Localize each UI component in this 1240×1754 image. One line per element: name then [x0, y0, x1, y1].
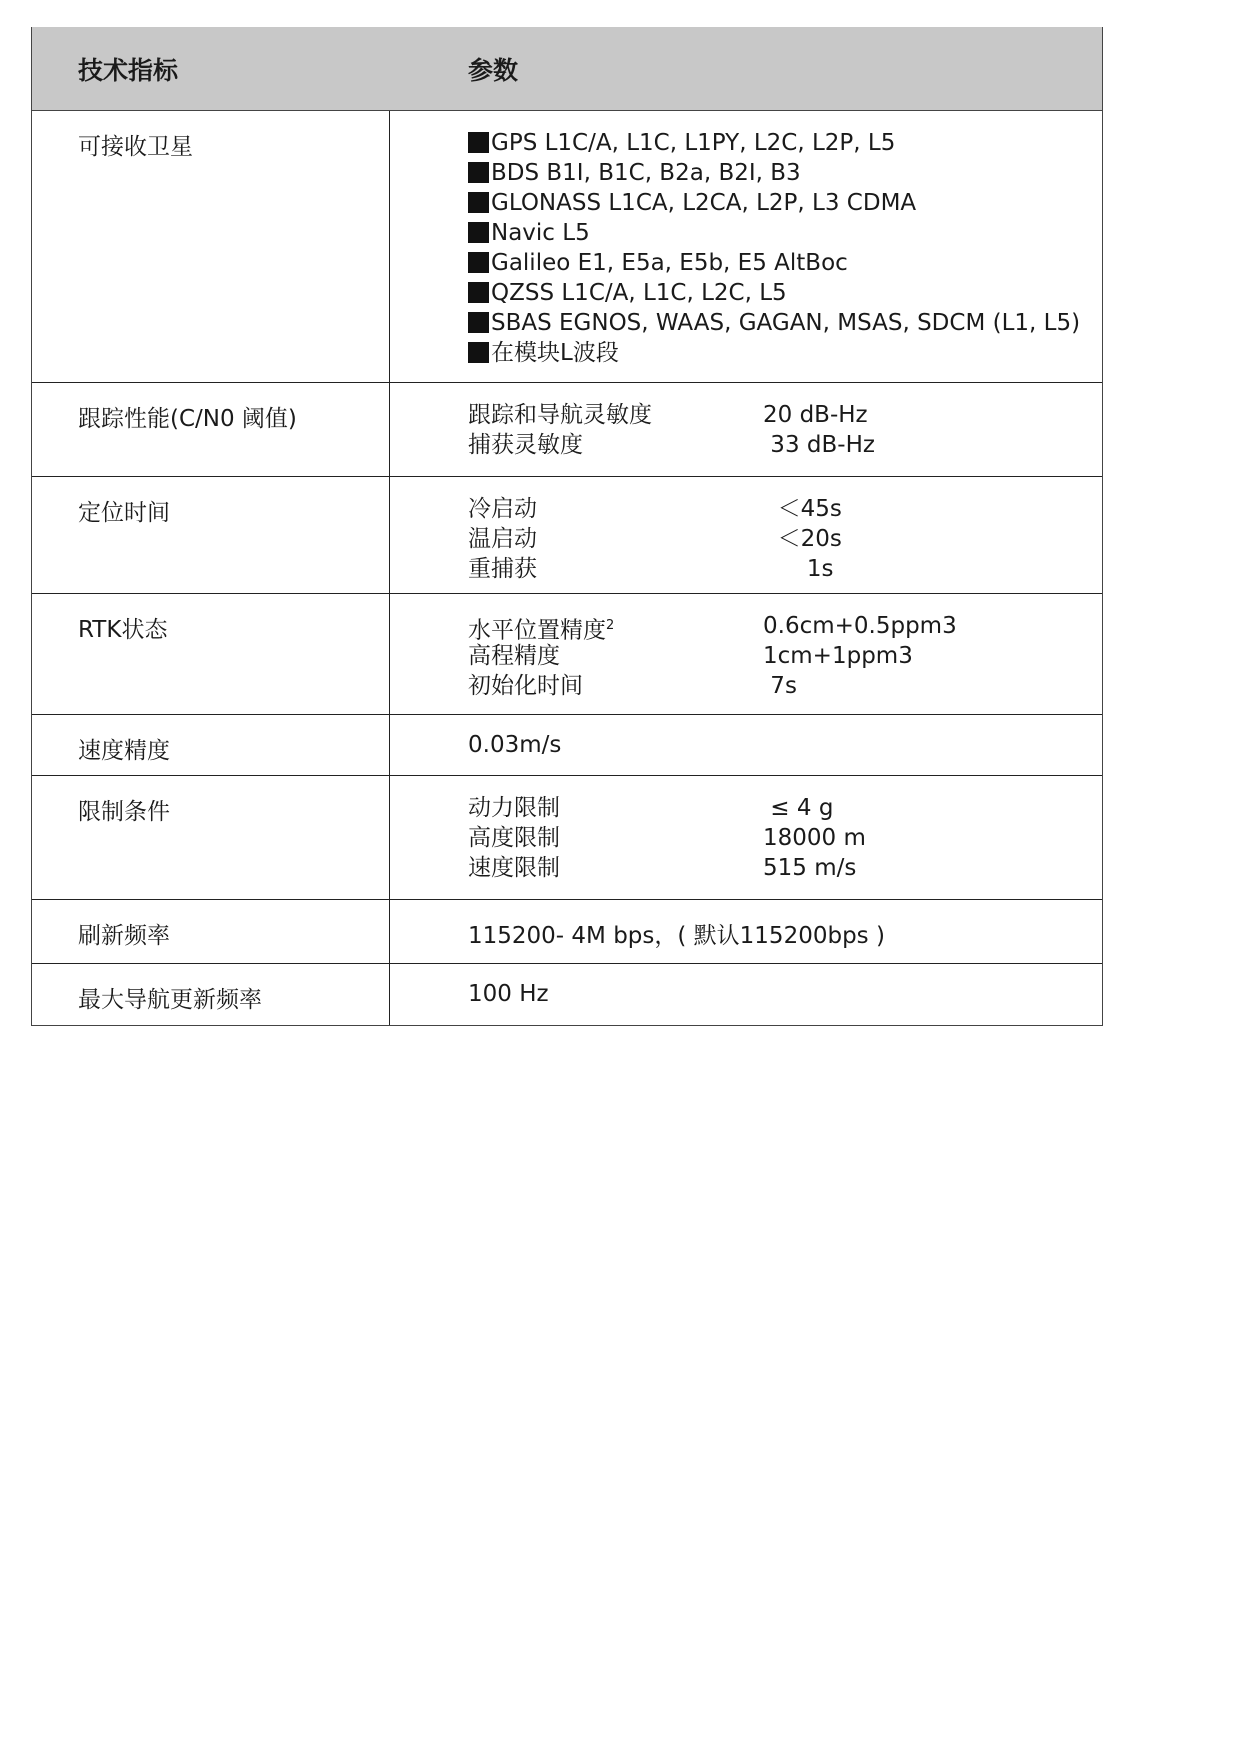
param-line: 初始化时间 7s	[468, 673, 797, 699]
row-label: 可接收卫星	[32, 111, 390, 382]
param-line: 冷启动 ＜45s	[468, 496, 842, 522]
param-line: 速度限制 515 m/s	[468, 855, 857, 881]
square-bullet-icon	[468, 312, 489, 333]
param-line: 温启动 ＜20s	[468, 526, 842, 552]
square-bullet-icon	[468, 162, 489, 183]
table-row-satellites	[32, 111, 1102, 383]
table-row-refresh	[32, 900, 1102, 964]
square-bullet-icon	[468, 342, 489, 363]
list-item: 在模块L波段	[468, 338, 1102, 368]
table-row-limits	[32, 776, 1102, 900]
row-label: 刷新频率	[32, 900, 390, 963]
param-line: 重捕获 1s	[468, 556, 834, 582]
list-item: Galileo E1, E5a, E5b, E5 AltBoc	[468, 248, 1102, 278]
list-item: QZSS L1C/A, L1C, L2C, L5	[468, 278, 1102, 308]
list-item: BDS B1I, B1C, B2a, B2I, B3	[468, 158, 1102, 188]
param-line: 动力限制 ≤ 4 g	[468, 795, 834, 821]
row-label: 跟踪性能(C/N0 阈值)	[32, 383, 390, 476]
square-bullet-icon	[468, 252, 489, 273]
param-line: 跟踪和导航灵敏度 20 dB-Hz	[468, 402, 868, 428]
list-item: Navic L5	[468, 218, 1102, 248]
header-param: 参数	[468, 55, 519, 85]
table-header	[32, 27, 1102, 111]
row-value: 100 Hz	[468, 981, 549, 1007]
satellite-list	[390, 111, 1102, 382]
row-label: 限制条件	[32, 776, 390, 899]
param-line: 水平位置精度$^2$ 0.6cm+0.5ppm3	[468, 613, 957, 644]
spec-table	[31, 27, 1103, 1026]
list-item: GPS L1C/A, L1C, L1PY, L2C, L2P, L5	[468, 128, 1102, 158]
table-row-tracking	[32, 383, 1102, 477]
list-item: SBAS EGNOS, WAAS, GAGAN, MSAS, SDCM (L1, L5)	[468, 308, 1102, 338]
row-value: 115200- 4M bps，( 默认115200bps )	[468, 923, 885, 949]
square-bullet-icon	[468, 222, 489, 243]
table-row-max-nav	[32, 964, 1102, 1025]
param-line: 捕获灵敏度 33 dB-Hz	[468, 432, 875, 458]
table-row-velocity	[32, 715, 1102, 776]
table-row-fix-time	[32, 477, 1102, 594]
square-bullet-icon	[468, 132, 489, 153]
header-spec: 技术指标	[78, 55, 179, 85]
row-value: 0.03m/s	[468, 732, 562, 758]
table-row-rtk	[32, 594, 1102, 715]
list-item: GLONASS L1CA, L2CA, L2P, L3 CDMA	[468, 188, 1102, 218]
row-label: 速度精度	[32, 715, 390, 775]
row-label: RTK状态	[32, 594, 390, 714]
param-line: 高度限制 18000 m	[468, 825, 866, 851]
square-bullet-icon	[468, 282, 489, 303]
row-label: 最大导航更新频率	[32, 964, 390, 1025]
row-label: 定位时间	[32, 477, 390, 593]
param-line: 高程精度 1cm+1ppm3	[468, 643, 913, 669]
square-bullet-icon	[468, 192, 489, 213]
